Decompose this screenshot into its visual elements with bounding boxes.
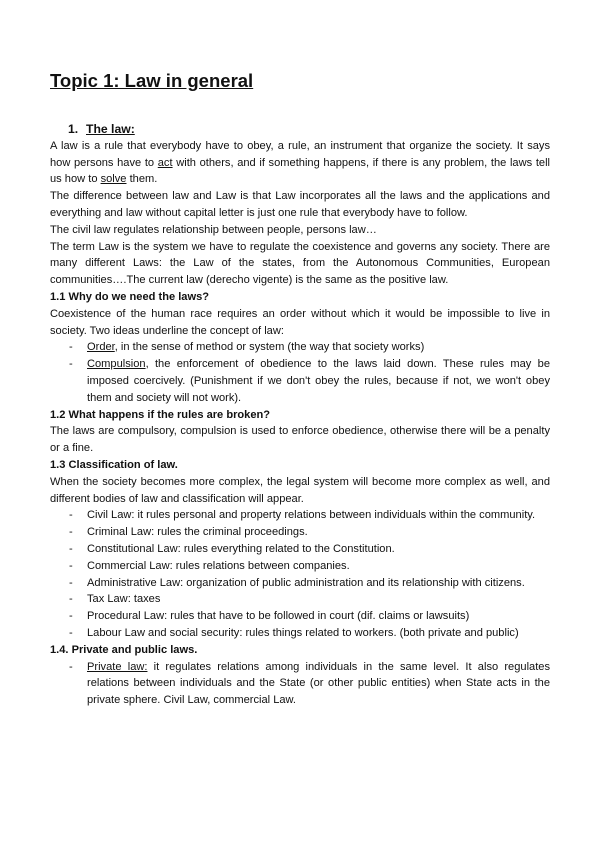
list-item [50,356,550,406]
list-dash: - [69,576,73,589]
list-item [50,608,550,625]
subsection-heading-1-2: 1.2 What happens if the rules are broken? [50,408,271,421]
subsection-heading-1-1: 1.1 Why do we need the laws? [50,290,210,303]
text-run: with others, and if something happens, if there is any problem, the laws tell us how to [50,156,550,186]
list-dash: - [69,626,73,639]
document-body [50,121,550,709]
paragraph-classification: When the society becomes more complex, the legal system will become more complex as well, and different bodies of law and classification will appear. [50,475,550,505]
section-number: 1. [68,122,79,136]
list-item [50,507,550,524]
list-text: Constitutional Law: rules everything related to the Constitution. [87,542,395,555]
list-dash: - [69,358,73,371]
list-item [50,575,550,592]
paragraph-law-definition [50,138,550,188]
page-title: Topic 1: Law in general [50,70,254,91]
list-dash: - [69,660,73,673]
paragraph-compulsory: The laws are compulsory, compulsion is used to enforce obedience, otherwise there will be a penalty or a fine. [50,425,550,455]
list-item [50,659,550,709]
section-heading-text: The law: [86,122,135,136]
section-heading-1 [50,121,550,138]
list-item [50,591,550,608]
text-run: A law is a rule that everybody have to obey, a rule, an instrument that organize the society. It says how persons have to [50,139,550,169]
underlined-word-solve: solve [100,173,127,186]
paragraph-coexistence: Coexistence of the human race requires an order without which it would be impossible to live in society. Two ideas underline the concept of law: [50,307,550,337]
subsection-heading-1-4: 1.4. Private and public laws. [50,643,198,656]
list-dash: - [69,593,73,606]
list-item [50,524,550,541]
list-item [50,339,550,356]
list-text: it regulates relations among individuals in the same level. It also regulates relations between individuals and the State (or other public entities) when State acts in the private sphere. Civil Law, commercial Law. [87,660,550,707]
list-item [50,625,550,642]
list-private-public [50,659,550,709]
list-text: , in the sense of method or system (the way that society works) [114,341,425,354]
list-text: Procedural Law: rules that have to be followed in court (dif. claims or lawsuits) [87,610,470,623]
list-text: Labour Law and social security: rules things related to workers. (both private and public) [87,626,519,639]
list-text: Criminal Law: rules the criminal proceedings. [87,526,308,539]
list-law-types [50,507,550,641]
underlined-word-act: act [157,156,173,169]
list-dash: - [69,542,73,555]
text-run: them. [126,173,158,186]
list-dash: - [69,526,73,539]
list-dash: - [69,559,73,572]
list-dash: - [69,509,73,522]
list-term: Private law: [87,660,148,673]
paragraph-term-law: The term Law is the system we have to regulate the coexistence and governs any society. There are many different Laws: the Law of the states, from the Autonomous Communities, European communities….The current law (derecho vigente) is the same as the positive law. [50,240,550,287]
list-dash: - [69,341,73,354]
list-text: Civil Law: it rules personal and property relations between individuals within the community. [87,509,536,522]
list-text: Administrative Law: organization of public administration and its relationship with citizens. [87,576,525,589]
list-text: , the enforcement of obedience to the laws laid down. These rules may be imposed coercively. (Punishment if we don't obey the rules, because if not, we won't obey them and society will not work). [87,358,550,404]
paragraph-civil-law: The civil law regulates relationship between people, persons law… [50,223,377,236]
list-term: Compulsion [87,358,146,371]
list-law-ideas [50,339,550,406]
list-dash: - [69,610,73,623]
list-term: Order [87,341,115,354]
subsection-heading-1-3: 1.3 Classification of law. [50,458,178,471]
list-text: Tax Law: taxes [87,593,161,606]
list-item [50,558,550,575]
list-text: Commercial Law: rules relations between companies. [87,559,350,572]
paragraph-law-difference: The difference between law and Law is that Law incorporates all the laws and the applications and everything and law without capital letter is just one rule that everybody have to follow. [50,190,550,219]
list-item [50,541,550,558]
